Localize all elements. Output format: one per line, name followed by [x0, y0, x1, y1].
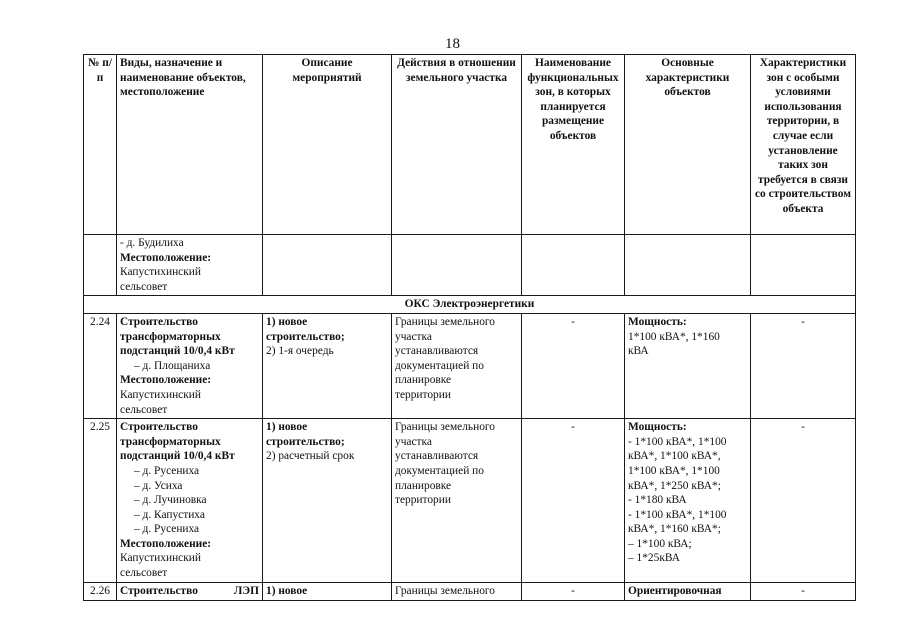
- location-label: Местоположение:: [120, 537, 212, 550]
- cell-num: [84, 235, 117, 296]
- actions-text: участка: [395, 330, 432, 343]
- header-zones: Наименование функциональных зон, в которых планируется размещение объектов: [522, 55, 625, 235]
- cell-characteristics: [625, 313, 751, 418]
- description-text: 2) расчетный срок: [266, 450, 355, 463]
- location-text: Капустихинский: [120, 266, 201, 279]
- characteristics-text: 1*100 кВА*, 1*100: [628, 464, 720, 477]
- village-name: – д. Русениха: [134, 464, 200, 477]
- description-bold: строительство;: [266, 330, 345, 343]
- description-bold: 1) новое: [266, 421, 308, 434]
- characteristics-text: - 1*180 кВА: [628, 494, 687, 507]
- cell-actions: [392, 235, 522, 296]
- village-name: – д. Лучиновка: [134, 494, 207, 507]
- actions-text: Границы земельного: [395, 421, 495, 434]
- description-bold: строительство;: [266, 435, 345, 448]
- object-title-right: ЛЭП: [233, 585, 259, 598]
- object-title-left: Строительство: [120, 585, 198, 598]
- cell-special-zones: -: [751, 583, 856, 601]
- header-row: [84, 55, 856, 235]
- object-title: [120, 584, 259, 599]
- cell-description: 1) новое: [263, 583, 392, 601]
- cell-description: [263, 419, 392, 583]
- actions-text: устанавливаются: [395, 345, 479, 358]
- cell-object: [117, 419, 263, 583]
- location-text: сельсовет: [120, 280, 168, 293]
- header-num: № п/п: [84, 55, 117, 235]
- actions-text: планировке: [395, 479, 452, 492]
- table-row: [84, 313, 856, 418]
- village-name: – д. Площаниха: [134, 359, 211, 372]
- characteristics-text: - 1*100 кВА*, 1*100: [628, 435, 727, 448]
- header-object: Виды, назначение и наименование объектов, местоположение: [117, 55, 263, 235]
- table-row: [84, 419, 856, 583]
- cell-object: [117, 235, 263, 296]
- cell-description: [263, 313, 392, 418]
- cell-zones: -: [522, 419, 625, 583]
- actions-text: документацией по: [395, 464, 484, 477]
- cell-special-zones: [751, 235, 856, 296]
- location-text: Капустихинский: [120, 552, 201, 565]
- cell-actions: Границы земельного: [392, 583, 522, 601]
- header-characteristics: Основные характеристики объектов: [625, 55, 751, 235]
- cell-characteristics: [625, 235, 751, 296]
- page-number: 18: [445, 36, 460, 52]
- village-name: - д. Будилиха: [120, 237, 184, 249]
- cell-description: [263, 235, 392, 296]
- cell-special-zones: -: [751, 419, 856, 583]
- characteristics-text: - 1*100 кВА*, 1*100: [628, 508, 727, 521]
- header-description: Описание мероприятий: [263, 55, 392, 235]
- characteristics-text: кВА*, 1*250 кВА*;: [628, 479, 721, 492]
- location-text: сельсовет: [120, 403, 168, 416]
- planning-table: [83, 54, 856, 601]
- village-name: – д. Усиха: [134, 479, 183, 492]
- characteristics-text: кВА: [628, 345, 649, 358]
- cell-num: 2.24: [84, 313, 117, 418]
- characteristics-text: кВА*, 1*160 кВА*;: [628, 523, 721, 536]
- cell-characteristics: [625, 419, 751, 583]
- cell-num: 2.25: [84, 419, 117, 583]
- cell-zones: [522, 235, 625, 296]
- cell-actions: [392, 419, 522, 583]
- object-title: подстанций 10/0,4 кВт: [120, 450, 235, 463]
- header-actions: Действия в отношении земельного участка: [392, 55, 522, 235]
- actions-text: участка: [395, 435, 432, 448]
- section-title: ОКС Электроэнергетики: [84, 296, 856, 314]
- header-special-zones: Характеристики зон с особыми условиями использования территории, в случае если установление таких зон требуется в связи со строительством объекта: [751, 55, 856, 235]
- description-text: 2) 1-я очередь: [266, 345, 334, 358]
- actions-text: устанавливаются: [395, 450, 479, 463]
- actions-text: документацией по: [395, 359, 484, 372]
- actions-text: территории: [395, 494, 451, 507]
- description-bold: 1) новое: [266, 315, 308, 328]
- characteristics-text: – 1*25кВА: [628, 552, 680, 565]
- characteristics-text: – 1*100 кВА;: [628, 537, 692, 550]
- location-text: Капустихинский: [120, 388, 201, 401]
- village-name: – д. Капустиха: [134, 508, 205, 521]
- cell-object: [117, 583, 263, 601]
- object-title: Строительство: [120, 315, 198, 328]
- actions-text: Границы земельного: [395, 315, 495, 328]
- object-title: трансформаторных: [120, 330, 221, 343]
- section-row: [84, 296, 856, 314]
- characteristics-text: 1*100 кВА*, 1*160: [628, 330, 720, 343]
- object-title: Строительство: [120, 421, 198, 434]
- table-row-continuation: [84, 235, 856, 296]
- characteristics-label: Мощность:: [628, 421, 687, 434]
- location-text: сельсовет: [120, 567, 168, 580]
- object-title: трансформаторных: [120, 435, 221, 448]
- location-label: Местоположение:: [120, 251, 212, 264]
- cell-zones: -: [522, 313, 625, 418]
- cell-zones: -: [522, 583, 625, 601]
- cell-actions: [392, 313, 522, 418]
- cell-characteristics: Ориентировочная: [625, 583, 751, 601]
- village-name: – д. Русениха: [134, 523, 200, 536]
- cell-special-zones: -: [751, 313, 856, 418]
- table-row-partial: [84, 583, 856, 601]
- characteristics-text: кВА*, 1*100 кВА*,: [628, 450, 721, 463]
- actions-text: территории: [395, 388, 451, 401]
- actions-text: планировке: [395, 374, 452, 387]
- cell-object: [117, 313, 263, 418]
- cell-num: 2.26: [84, 583, 117, 601]
- location-label: Местоположение:: [120, 374, 212, 387]
- characteristics-label: Мощность:: [628, 315, 687, 328]
- object-title: подстанций 10/0,4 кВт: [120, 345, 235, 358]
